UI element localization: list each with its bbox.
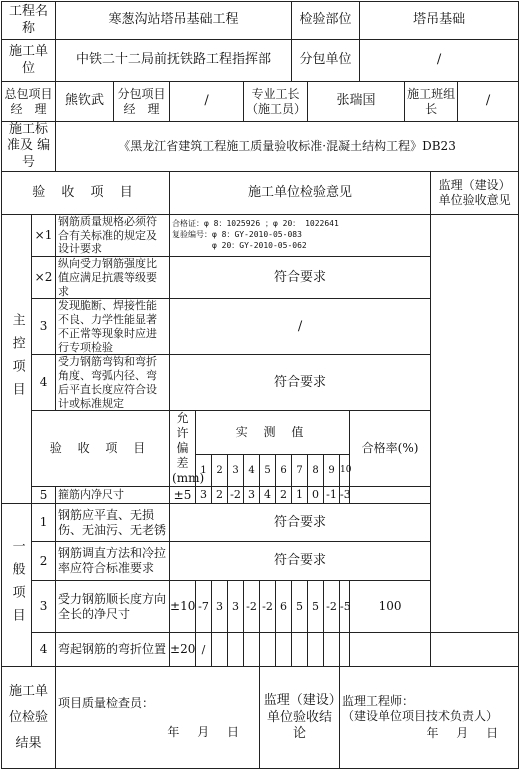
measured-value: 2 [212, 487, 228, 504]
project-name: 寒葱沟站塔吊基础工程 [56, 2, 292, 40]
certificate-line: 合格证：φ 8：1025926 ；φ 20： 1022641 [172, 219, 339, 229]
inspection-part-label: 检验部位 [292, 2, 360, 40]
measured-value: 1 [292, 487, 308, 504]
measured-value: / [196, 633, 212, 667]
measured-value [212, 633, 228, 667]
engineer-sub-label: （建设单位项目技术负责人） [342, 709, 499, 724]
general-item-no: 3 [32, 581, 56, 633]
main-item-no: 5 [32, 487, 56, 504]
general-item-text: 钢筋调直方法和冷拉率应符合标准要求 [56, 542, 170, 581]
engineer-label: 监理工程师： [342, 694, 415, 709]
result-label: 施工单位检验结果 [2, 667, 56, 769]
sub-pm-label: 分包项目经 理 [114, 82, 170, 122]
main-item-opinion: / [170, 299, 431, 355]
main-control-label: 主控项目 [2, 214, 32, 504]
subcontractor-label: 分包单位 [292, 40, 360, 82]
general-item-text: 受力钢筋顺长度方向全长的净尺寸 [56, 581, 170, 633]
main-measure-text: 箍筋内净尺寸 [56, 487, 170, 504]
inspection-record-table [1, 1, 519, 769]
team-leader: / [458, 82, 519, 122]
general-item-no: 2 [32, 542, 56, 581]
measure-col-no: 8 [308, 455, 324, 487]
measured-value: -1 [324, 487, 340, 504]
general-item-text: 弯起钢筋的弯折位置 [56, 633, 170, 667]
measured-header: 实 测 值 [196, 411, 350, 455]
measure-col-no: 1 [196, 455, 212, 487]
measure-col-no: 4 [244, 455, 260, 487]
main-item-text: 钢筋质量规格必须符合有关标准的规定及设计要求 [56, 214, 170, 256]
team-leader-label: 施工班组 长 [405, 82, 458, 122]
measured-value [340, 633, 350, 667]
measured-value: 4 [260, 487, 276, 504]
measured-value: -2 [228, 487, 244, 504]
measured-value: -3 [340, 487, 350, 504]
main-measure-tolerance: ±5 [170, 487, 196, 504]
measure-col-no: 7 [292, 455, 308, 487]
measured-value: -5 [340, 581, 350, 633]
supervisor-conclusion-cell [340, 667, 519, 769]
measured-value [324, 633, 340, 667]
main-measure-rate [350, 487, 431, 504]
main-item-opinion: 符合要求 [170, 257, 431, 299]
pm: 熊钦武 [56, 82, 114, 122]
measured-value [308, 633, 324, 667]
measured-value: -2 [260, 581, 276, 633]
general-item-text: 钢筋应平直、无损伤、无油污、无老锈 [56, 504, 170, 542]
main-item-opinion: 符合要求 [170, 355, 431, 411]
measured-value: 5 [292, 581, 308, 633]
main-item-no: ×1 [32, 214, 56, 256]
project-name-label: 工程名称 [2, 2, 56, 40]
foreman-label: 专业工长（施工员） [244, 82, 308, 122]
sub-pm: / [170, 82, 244, 122]
pass-rate-header: 合格率(%) [350, 411, 431, 487]
result-date: 年 月 日 [167, 724, 240, 739]
measure-col-no: 2 [212, 455, 228, 487]
general-item-tolerance: ±10 [170, 581, 196, 633]
contractor: 中铁二十二局前抚铁路工程指挥部 [56, 40, 292, 82]
general-item-opinion: 符合要求 [170, 504, 431, 542]
measure-col-no: 6 [276, 455, 292, 487]
measure-col-no: 5 [260, 455, 276, 487]
measured-value: -7 [196, 581, 212, 633]
tolerance-header: 允许偏差(mm) [170, 411, 196, 487]
main-item-no: 3 [32, 299, 56, 355]
general-item-rate [350, 633, 431, 667]
inspection-part: 塔吊基础 [360, 2, 519, 40]
contractor-opinion-header: 施工单位检验意见 [170, 171, 431, 214]
main-item-text: 纵向受力钢筋强度比值应满足抗震等级要求 [56, 257, 170, 299]
retest-line: 复验编号：φ 8：GY-2010-05-083 [172, 229, 302, 239]
measure-items-header: 验 收 项 目 [32, 411, 170, 487]
subcontractor: / [360, 40, 519, 82]
main-item-text: 发现脆断、焊接性能不良、力学性能显著不正常等现象时应进行专项检验 [56, 299, 170, 355]
main-item-no: ×2 [32, 257, 56, 299]
items-header: 验 收 项 目 [2, 171, 170, 214]
contractor-label: 施工单位 [2, 40, 56, 82]
measured-value [260, 633, 276, 667]
contractor-result-cell [56, 667, 260, 769]
measured-value: 0 [308, 487, 324, 504]
foreman: 张瑞国 [308, 82, 405, 122]
measure-col-no: 3 [228, 455, 244, 487]
measured-value: 3 [244, 487, 260, 504]
general-item-tolerance: ±20 [170, 633, 196, 667]
measured-value [276, 633, 292, 667]
general-item-no: 1 [32, 504, 56, 542]
measured-value [244, 633, 260, 667]
standard: 《黑龙江省建筑工程施工质量验收标准·混凝土结构工程》DB23 [56, 122, 519, 172]
general-item-opinion: 符合要求 [170, 542, 431, 581]
measured-value: 2 [276, 487, 292, 504]
measured-value: 5 [308, 581, 324, 633]
supervisor-opinion-header: 监理（建设）单位验收意见 [431, 171, 519, 214]
retest-line: φ 20：GY-2010-05-062 [172, 240, 307, 250]
measured-value: 3 [228, 581, 244, 633]
certificate-info [170, 214, 431, 256]
general-items-label: 一般项目 [2, 504, 32, 667]
conclusion-date: 年 月 日 [426, 726, 499, 741]
main-item-no: 4 [32, 355, 56, 411]
supervisor-opinion-cell [431, 214, 519, 633]
measured-value [292, 633, 308, 667]
measured-value: -2 [244, 581, 260, 633]
measured-value [228, 633, 244, 667]
measured-value: -2 [324, 581, 340, 633]
inspector-label: 项目质量检查员： [58, 695, 155, 710]
supervisor-conclusion-label: 监理（建设）单位验收结论 [260, 667, 340, 769]
measured-value: 6 [276, 581, 292, 633]
standard-label: 施工标准及 编 号 [2, 122, 56, 172]
measured-value: 3 [212, 581, 228, 633]
measured-value: 3 [196, 487, 212, 504]
measure-col-no: 9 [324, 455, 340, 487]
general-item-rate: 100 [350, 581, 431, 633]
main-item-text: 受力钢筋弯钩和弯折角度、弯弧内径、弯后平直长度应符合设计或标准规定 [56, 355, 170, 411]
measure-col-no: 10 [340, 455, 350, 487]
general-item-no: 4 [32, 633, 56, 667]
pm-label: 总包项目经 理 [2, 82, 56, 122]
